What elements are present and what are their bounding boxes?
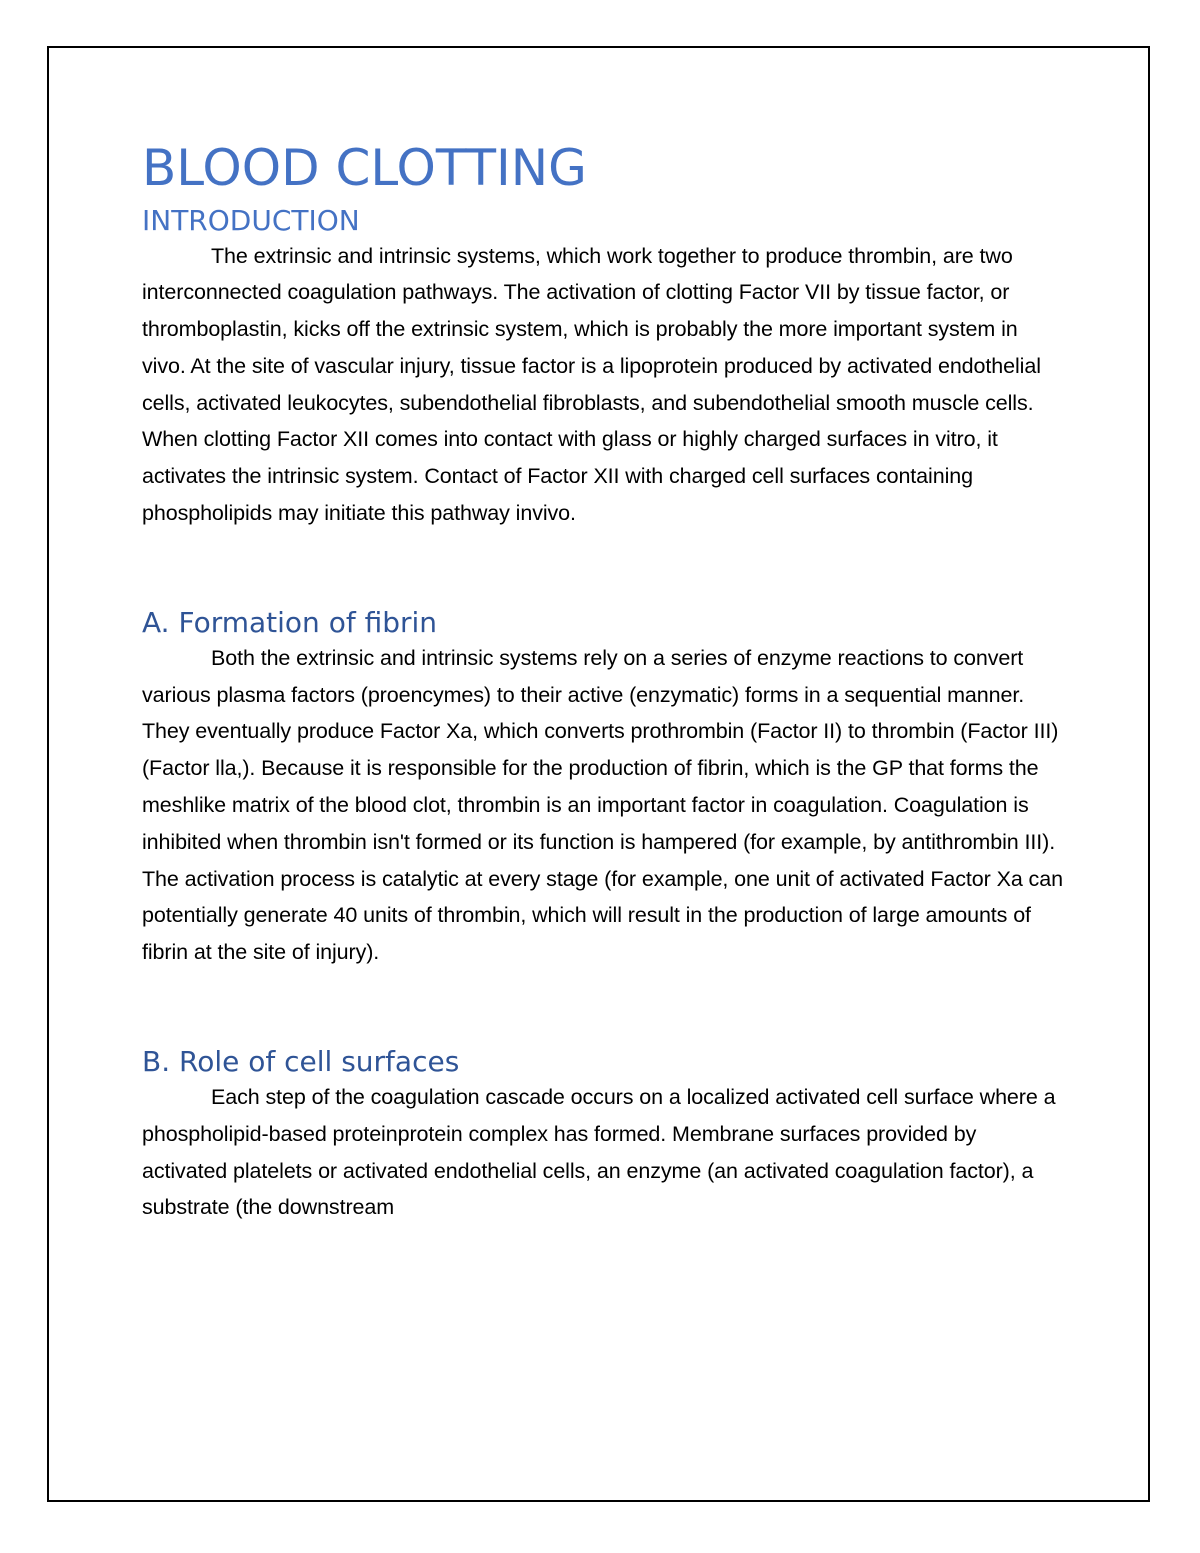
document-content (142, 140, 1067, 1226)
paragraph-formation-of-fibrin: Both the extrinsic and intrinsic systems rely on a series of enzyme reactions to convert various plasma factors (proencymes) to their active (enzymatic) forms in a sequential manner. They eventually produce Factor Xa, which converts prothrombin (Factor II) to thrombin (Factor III) (Factor lla,). Because it is responsible for the production of fibrin, which is the GP that forms the meshlike matrix of the blood clot, thrombin is an important factor in coagulation. Coagulation is inhibited when thrombin isn't formed or its function is hampered (for example, by antithrombin III). The activation process is catalytic at every stage (for example, one unit of activated Factor Xa can potentially generate 40 units of thrombin, which will result in the production of large amounts of fibrin at the site of injury). (142, 645, 1063, 965)
section-introduction (142, 204, 1067, 532)
paragraph-role-of-cell-surfaces: Each step of the coagulation cascade occurs on a localized activated cell surface where a phospholipid-based proteinprotein complex has formed. Membrane surfaces provided by activated platelets or activated endothelial cells, an enzyme (an activated coagulation factor), a substrate (the downstream (142, 1085, 1056, 1220)
section-formation-of-fibrin (142, 606, 1067, 971)
document-title: BLOOD CLOTTING (142, 139, 587, 197)
paragraph-introduction: The extrinsic and intrinsic systems, which work together to produce thrombin, are two interconnected coagulation pathways. The activation of clotting Factor VII by tissue factor, or thromboplastin, kicks off the extrinsic system, which is probably the more important system in vivo. At the site of vascular injury, tissue factor is a lipoprotein produced by activated endothelial cells, activated leukocytes, subendothelial fibroblasts, and subendothelial smooth muscle cells. When clotting Factor XII comes into contact with glass or highly charged surfaces in vitro, it activates the intrinsic system. Contact of Factor XII with charged cell surfaces containing phospholipids may initiate this pathway invivo. (142, 243, 1041, 526)
section-role-of-cell-surfaces (142, 1045, 1067, 1226)
section-heading-role-of-cell-surfaces: B. Role of cell surfaces (142, 1045, 460, 1079)
section-heading-introduction: INTRODUCTION (142, 203, 360, 237)
section-heading-formation-of-fibrin: A. Formation of fibrin (142, 605, 438, 639)
